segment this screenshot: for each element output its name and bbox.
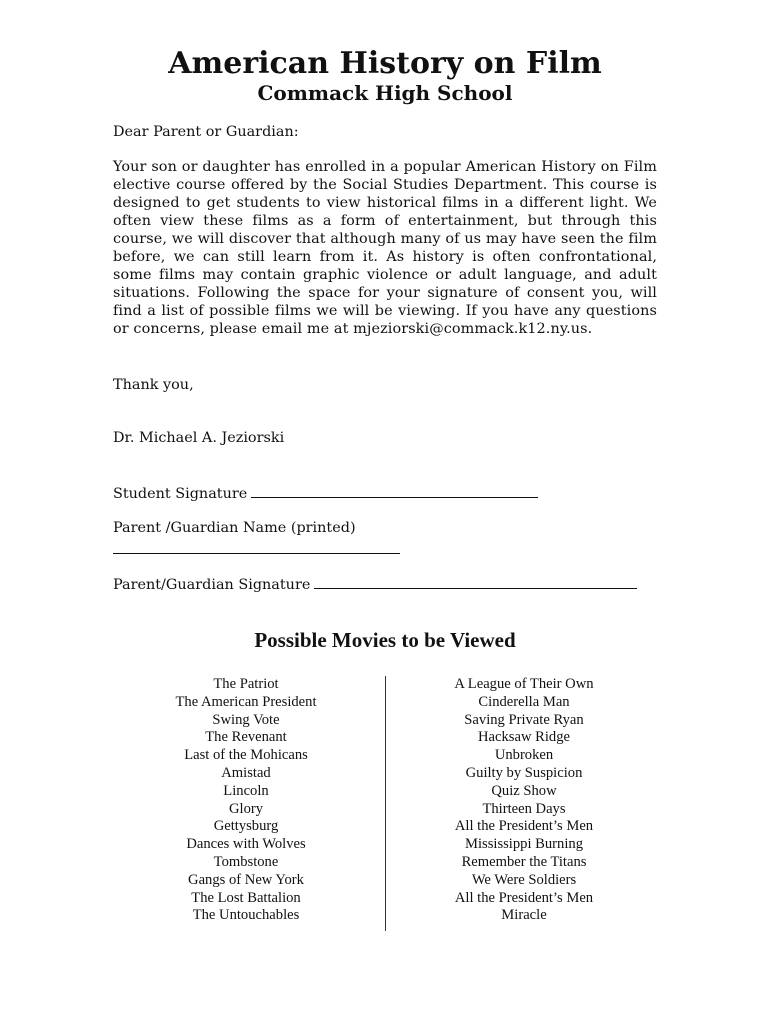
movie-title: Remember the Titans <box>461 853 587 870</box>
movie-title: Swing Vote <box>212 711 280 728</box>
movie-title: The Revenant <box>205 729 287 746</box>
movie-title: Last of the Mohicans <box>184 747 308 764</box>
parent-name-line[interactable] <box>113 553 400 554</box>
movie-title: Guilty by Suspicion <box>465 764 583 781</box>
movie-title: All the President’s Men <box>454 889 594 906</box>
movie-title: The Patriot <box>213 676 279 692</box>
student-signature-row <box>113 483 657 503</box>
movie-title: Gangs of New York <box>188 871 304 888</box>
movie-title: Mississippi Burning <box>465 836 583 853</box>
movie-title: Dances with Wolves <box>186 836 306 853</box>
movie-title: Miracle <box>501 907 547 924</box>
student-signature-label: Student Signature <box>113 486 248 502</box>
movie-title: Amistad <box>221 764 271 781</box>
parent-signature-label: Parent/Guardian Signature <box>113 577 311 593</box>
movie-title: We Were Soldiers <box>471 871 577 888</box>
parent-name-label: Parent /Guardian Name (printed) <box>113 520 356 536</box>
student-signature-line[interactable] <box>251 483 538 498</box>
movies-heading: Possible Movies to be Viewed <box>254 628 516 652</box>
movie-title: The Lost Battalion <box>191 889 301 906</box>
movie-title: Quiz Show <box>491 782 557 799</box>
parent-signature-line[interactable] <box>314 574 637 589</box>
movie-title: Gettysburg <box>213 818 279 835</box>
column-divider <box>385 676 386 931</box>
movie-title: Glory <box>228 800 264 817</box>
movie-title: Lincoln <box>223 782 269 799</box>
school-name: Commack High School <box>257 81 513 105</box>
movie-title: Saving Private Ryan <box>464 711 584 728</box>
movie-title: A League of Their Own <box>454 676 594 692</box>
movies-right-column <box>394 676 654 925</box>
greeting: Dear Parent or Guardian: <box>113 124 299 140</box>
movie-title: Tombstone <box>213 853 279 870</box>
teacher-name: Dr. Michael A. Jeziorski <box>113 430 285 446</box>
parent-signature-row <box>113 574 657 594</box>
movie-title: The American President <box>175 693 317 710</box>
letter-body: Your son or daughter has enrolled in a popular American History on Film elective course offered by the Social Studies Department. This course is designed to get students to view historical films in a different light. We often view these films as a form of entertainment, but through this course, we will discover that although many of us may have seen the film before, we can still learn from it. As history is often confrontational, some films may contain graphic violence or adult language, and adult situations. Following the space for your signature of consent you, will find a list of possible films we will be viewing. If you have any questions or concerns, please email me at mjeziorski@commack.k12.ny.us. <box>113 159 657 337</box>
movie-title: Thirteen Days <box>482 800 566 817</box>
document-title: American History on Film <box>168 46 602 81</box>
closing: Thank you, <box>113 377 194 393</box>
movie-title: Cinderella Man <box>478 693 570 710</box>
movie-title: Hacksaw Ridge <box>478 729 570 746</box>
movie-title: The Untouchables <box>192 907 300 924</box>
movie-title: Unbroken <box>494 747 554 764</box>
movie-title: All the President’s Men <box>454 818 594 835</box>
movies-left-column <box>116 676 376 925</box>
